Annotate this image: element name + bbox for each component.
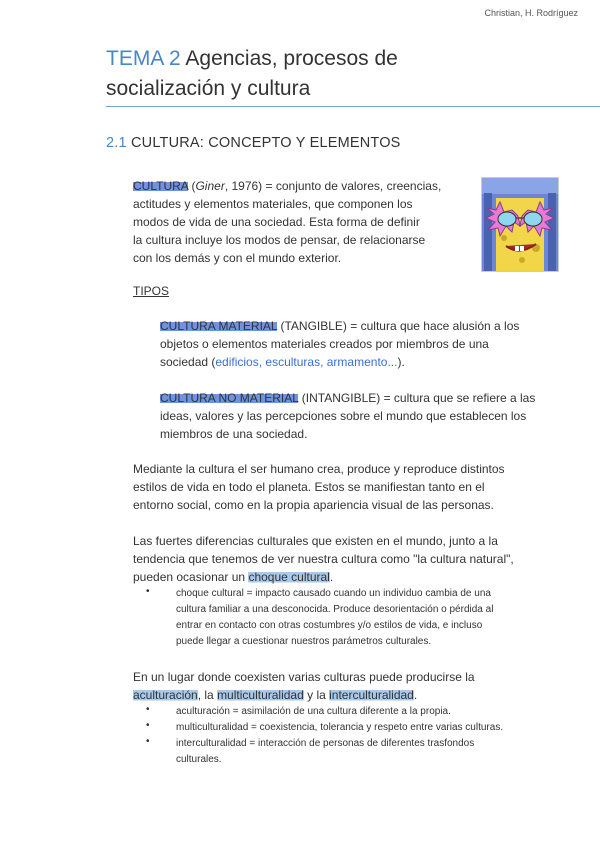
- intro-line3: modos de vida de una sociedad. Esta forma de definir: [133, 215, 420, 229]
- term-cultura: CULTURA: [133, 179, 189, 193]
- term-choque-cultural: choque cultural: [248, 570, 330, 584]
- author-name: Christian, H. Rodríguez: [484, 8, 578, 18]
- material-paragraph: [160, 317, 570, 371]
- para2-line3-b: .: [329, 570, 334, 584]
- no-material-line2: ideas, valores y las percepciones sobre el mundo que establecen los: [160, 409, 527, 423]
- no-material-line3: miembros de una sociedad.: [160, 427, 308, 441]
- para3-end: .: [413, 688, 418, 702]
- tipos-label: TIPOS: [133, 284, 170, 298]
- intro-paragraph: [133, 177, 473, 267]
- material-line1-rest: (TANGIBLE) = cultura que hace alusión a los: [277, 319, 520, 333]
- bullet-dot: •: [146, 586, 150, 597]
- def-multiculturalidad: multiculturalidad = coexistencia, tolerancia y respeto entre varias culturas.: [176, 722, 504, 733]
- material-line3-b: ).: [397, 355, 405, 369]
- title-text-line2: socialización y cultura: [106, 77, 311, 100]
- para1-line1: Mediante la cultura el ser humano crea, produce y reproduce distintos: [133, 462, 505, 476]
- bullet-dot: •: [146, 736, 150, 747]
- intro-line2: actitudes y elementos materiales, que componen los: [133, 197, 413, 211]
- term-cultura-no-material: CULTURA NO MATERIAL: [160, 391, 299, 405]
- spongebob-icon: [482, 178, 558, 271]
- title-text-line1: Agencias, procesos de: [180, 47, 398, 70]
- choque-line2: cultura familiar a una desconocida. Produce desorientación o pérdida al: [176, 604, 494, 615]
- term-aculturacion: aculturación: [133, 688, 198, 702]
- para2-line1: Las fuertes diferencias culturales que existen en el mundo, junto a la: [133, 534, 498, 548]
- paragraph-mediante: [133, 460, 553, 514]
- section-title: CULTURA: CONCEPTO Y ELEMENTOS: [126, 135, 401, 151]
- term-multiculturalidad: multiculturalidad: [217, 688, 304, 702]
- term-interculturalidad: interculturalidad: [329, 688, 414, 702]
- section-number: 2.1: [106, 135, 127, 151]
- choque-line4: puede llegar a cuestionar nuestros parámetros culturales.: [176, 636, 432, 647]
- no-material-paragraph: [160, 389, 580, 443]
- title-number: TEMA 2: [106, 47, 181, 70]
- spongebob-image: [481, 177, 559, 272]
- intro-line1-rest: , 1976) = conjunto de valores, creencias,: [224, 179, 442, 193]
- term-cultura-material: CULTURA MATERIAL: [160, 319, 278, 333]
- bullet-dot: •: [146, 720, 150, 731]
- page-title: [106, 44, 600, 107]
- no-material-line1-rest: (INTANGIBLE) = cultura que se refiere a las: [298, 391, 536, 405]
- intro-line5: con los demás y con el mundo exterior.: [133, 251, 342, 265]
- choque-line1: choque cultural = impacto causado cuando un individuo cambia de una: [176, 588, 491, 599]
- choque-line3: entrar en contacto con otras costumbres y/o estilos de vida, e incluso: [176, 620, 483, 631]
- def-interculturalidad-cont: culturales.: [176, 754, 222, 765]
- para1-line3: entorno social, como en la propia apariencia visual de las personas.: [133, 498, 494, 512]
- bullet-dot: •: [146, 704, 150, 715]
- para3-sep2: y la: [303, 688, 330, 702]
- def-interculturalidad: interculturalidad = interacción de personas de diferentes trasfondos: [176, 738, 475, 749]
- cite-open: (: [188, 179, 196, 193]
- material-line3-a: sociedad (: [160, 355, 216, 369]
- para3-line1: En un lugar donde coexisten varias culturas puede producirse la: [133, 670, 475, 684]
- paragraph-diferencias: [133, 532, 563, 586]
- bullet-choque-text: [176, 586, 576, 650]
- cite-author: Giner: [195, 179, 225, 193]
- section-heading: [106, 135, 401, 151]
- material-examples: edificios, esculturas, armamento...: [215, 355, 398, 369]
- para3-sep1: , la: [197, 688, 218, 702]
- intro-line4: la cultura incluye los modos de pensar, de relacionarse: [133, 233, 426, 247]
- paragraph-coexisten: [133, 668, 563, 704]
- para2-line3-a: pueden ocasionar un: [133, 570, 249, 584]
- def-aculturacion: aculturación = asimilación de una cultura diferente a la propia.: [176, 706, 451, 717]
- para1-line2: estilos de vida en todo el planeta. Estos se manifiestan tanto en el: [133, 480, 485, 494]
- para2-line2: tendencia que tenemos de ver nuestra cultura como "la cultura natural",: [133, 552, 514, 566]
- material-line2: objetos o elementos materiales creados por miembros de una: [160, 337, 489, 351]
